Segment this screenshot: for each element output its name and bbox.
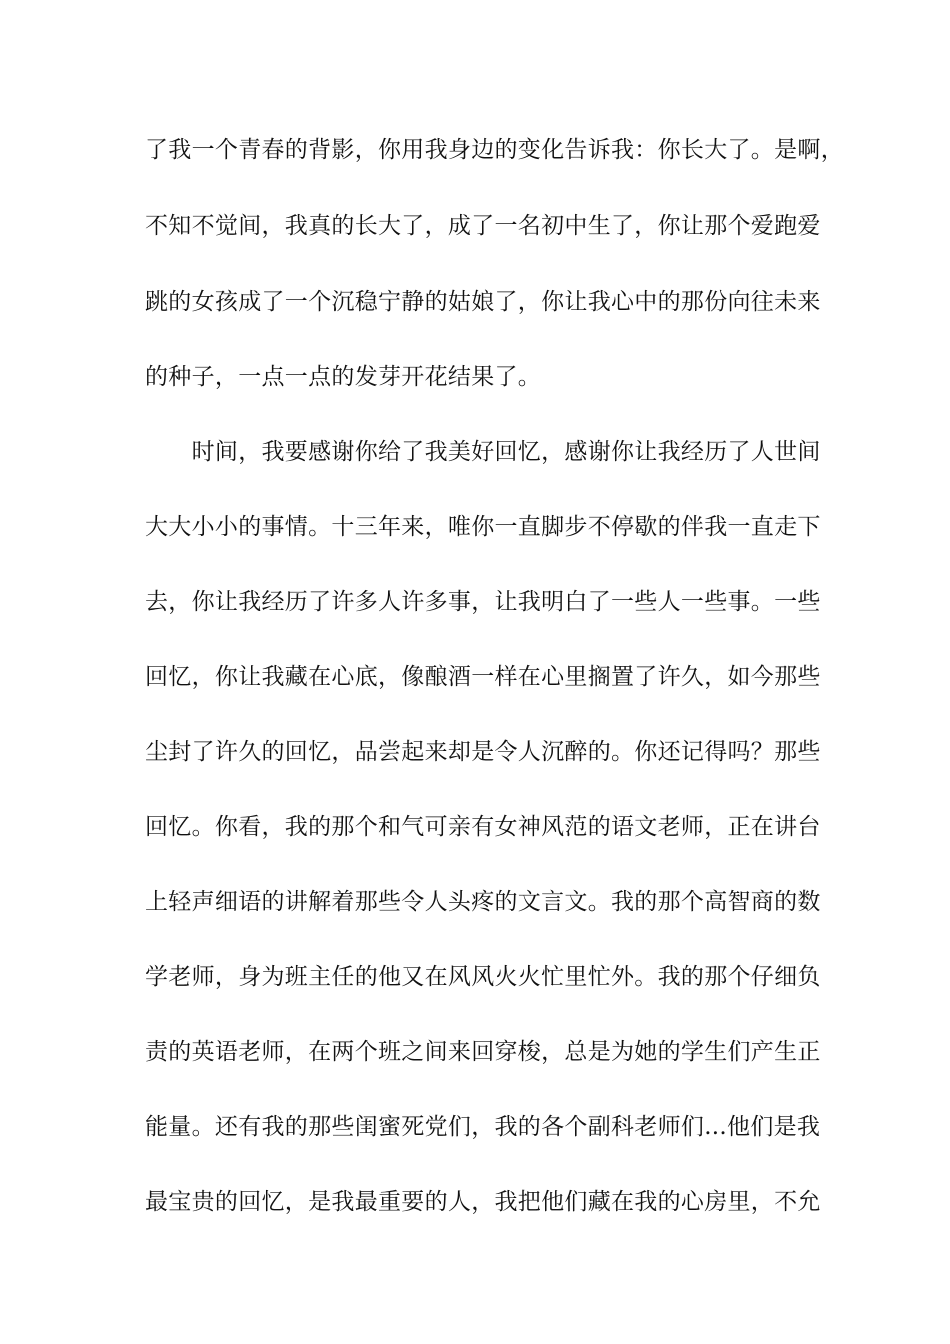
- text-line: 大大小小的事情。十三年来，唯你一直脚步不停歇的伴我一直走下: [145, 514, 821, 540]
- text-line: 最宝贵的回忆，是我最重要的人，我把他们藏在我的心房里，不允: [145, 1189, 821, 1215]
- text-line: 跳的女孩成了一个沉稳宁静的姑娘了，你让我心中的那份向往未来: [145, 289, 821, 315]
- text-line: 的种子，一点一点的发芽开花结果了。: [145, 364, 542, 390]
- text-line: 不知不觉间，我真的长大了，成了一名初中生了，你让那个爱跑爱: [145, 213, 821, 239]
- text-line: 回忆，你让我藏在心底，像酿酒一样在心里搁置了许久，如今那些: [145, 664, 821, 690]
- paragraph-start-line: 时间，我要感谢你给了我美好回忆，感谢你让我经历了人世间: [145, 439, 821, 465]
- text-line: 了我一个青春的背影，你用我身边的变化告诉我：你长大了。是啊，: [145, 137, 844, 163]
- text-line: 去，你让我经历了许多人许多事，让我明白了一些人一些事。一些: [145, 589, 821, 615]
- text-line: 学老师，身为班主任的他又在风风火火忙里忙外。我的那个仔细负: [145, 964, 821, 990]
- text-line: 责的英语老师，在两个班之间来回穿梭，总是为她的学生们产生正: [145, 1039, 821, 1065]
- text-line: 回忆。你看，我的那个和气可亲有女神风范的语文老师，正在讲台: [145, 814, 821, 840]
- text-line: 能量。还有我的那些闺蜜死党们，我的各个副科老师们...他们是我: [145, 1114, 821, 1140]
- text-line: 上轻声细语的讲解着那些令人头疼的文言文。我的那个高智商的数: [145, 889, 821, 915]
- text-line: 尘封了许久的回忆，品尝起来却是令人沉醉的。你还记得吗？那些: [145, 739, 821, 765]
